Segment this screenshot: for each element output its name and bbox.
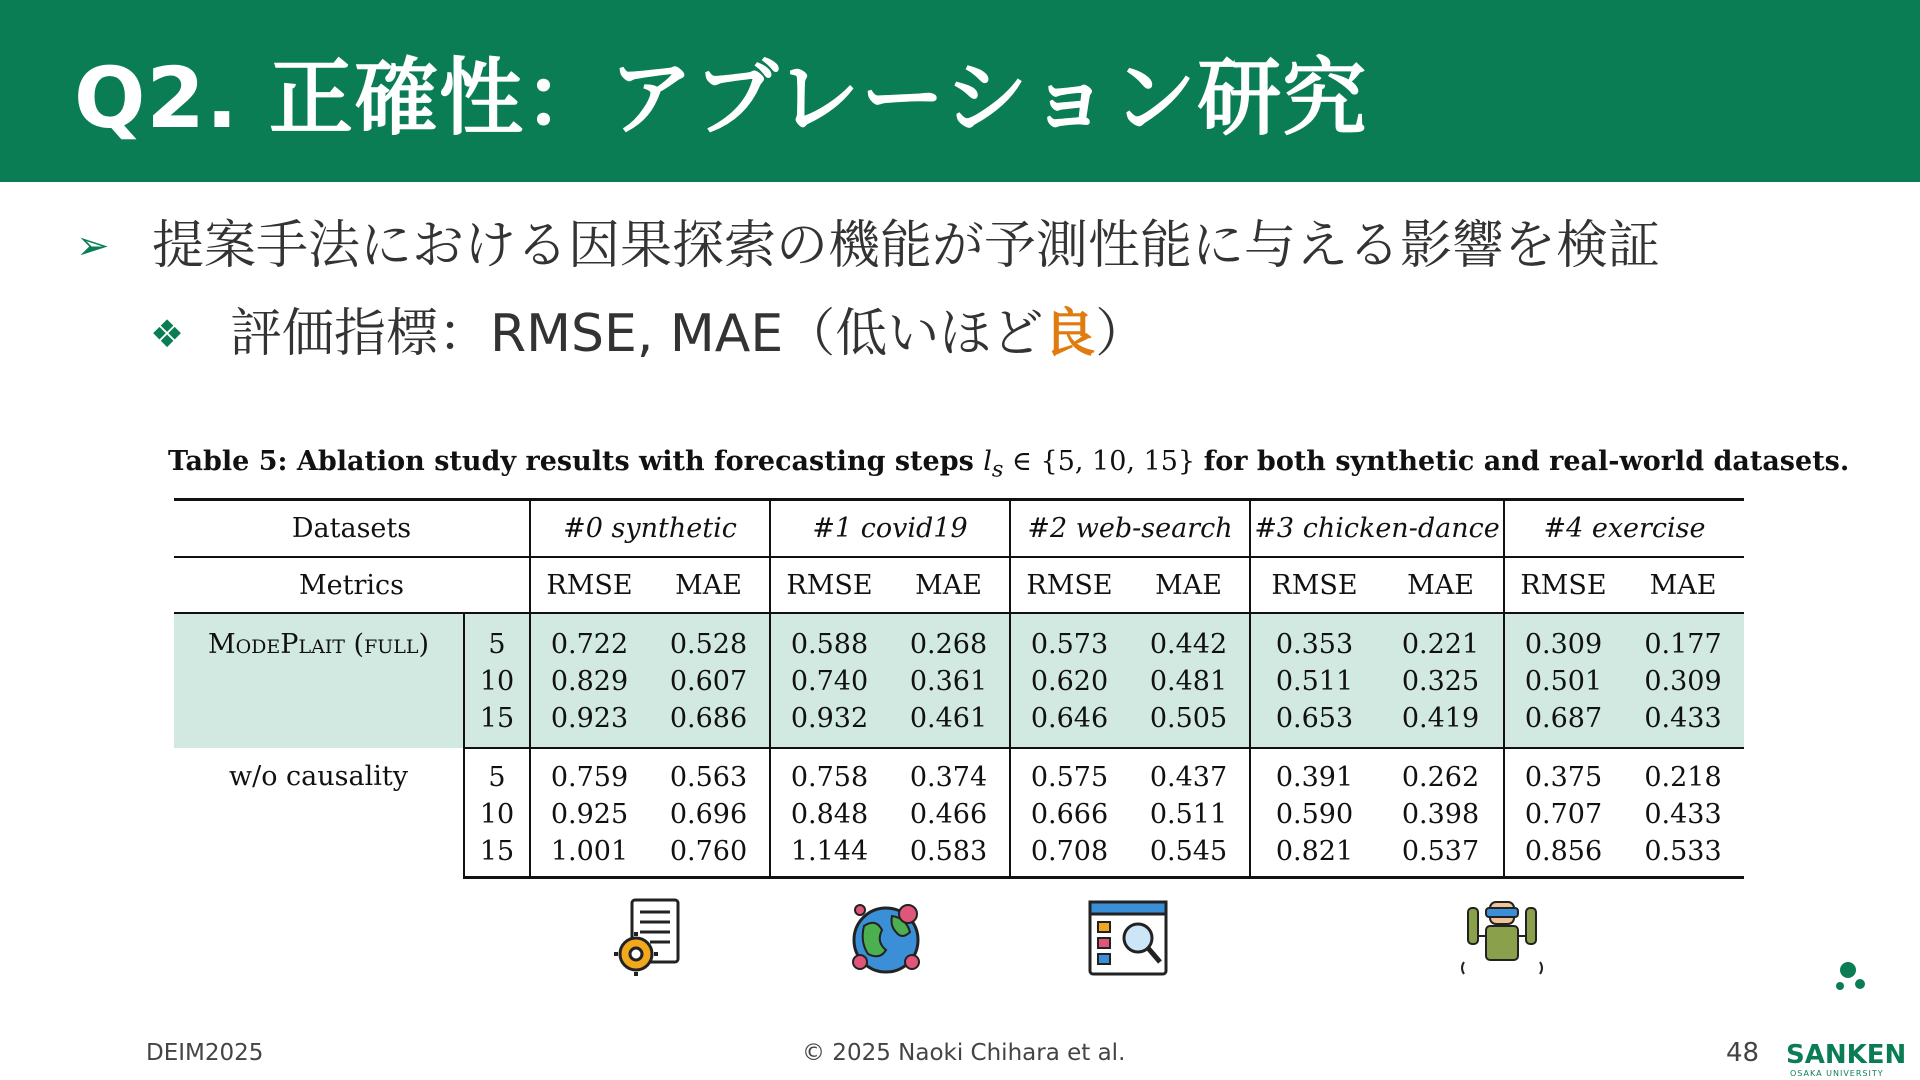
caption-text-a: Table 5: Ablation study results with forecasting steps <box>168 446 984 477</box>
metric-value: 0.696 <box>669 799 748 830</box>
metric-value: 0.829 <box>530 663 648 700</box>
dataset-header: #4 exercise <box>1504 500 1744 558</box>
metric-value: 0.511 <box>1250 663 1378 700</box>
table-row <box>174 748 1744 796</box>
metric-value: 0.419 <box>1378 700 1504 748</box>
method-name: ModePlait (full) <box>174 613 464 748</box>
metric-value: 0.528 <box>648 613 770 663</box>
forecast-step: 5 <box>464 613 530 663</box>
caption-variable: l <box>983 446 992 477</box>
metric-value: 0.309 <box>1622 663 1744 700</box>
metric-value: 0.466 <box>909 799 988 830</box>
metric-value: 0.588 <box>770 613 888 663</box>
metric-value: 0.374 <box>909 762 988 793</box>
bullet-sub-text-prefix: 評価指標：RMSE, MAE（低いほど <box>230 304 1044 364</box>
document-gear-icon <box>606 896 690 980</box>
diamond-bullet-icon: ❖ <box>150 312 185 356</box>
metric-header: MAE <box>1622 557 1744 613</box>
metric-value: 0.398 <box>1401 799 1480 830</box>
metric-value: 0.533 <box>1622 833 1744 878</box>
metric-value: 0.177 <box>1622 613 1744 663</box>
table-caption <box>168 446 1850 483</box>
metric-value: 0.442 <box>1128 613 1250 663</box>
metric-value: 0.545 <box>1128 833 1250 878</box>
metric-value: 0.740 <box>770 663 888 700</box>
metric-value: 0.722 <box>530 613 648 663</box>
caption-subscript: s <box>991 456 1004 483</box>
metric-value: 0.573 <box>1010 613 1128 663</box>
metric-value: 0.501 <box>1504 663 1622 700</box>
metric-value: 0.218 <box>1644 762 1722 793</box>
metric-value: 0.620 <box>1010 663 1128 700</box>
metric-value: 0.856 <box>1504 833 1622 878</box>
metrics-header: Metrics <box>174 557 530 613</box>
header-row-metrics <box>174 557 1744 613</box>
footer-conference: DEIM2025 <box>146 1040 264 1066</box>
metric-value: 0.537 <box>1378 833 1504 878</box>
bullet-sub-text-suffix: ） <box>1095 304 1148 364</box>
bullet-main <box>76 214 1660 278</box>
metric-header: MAE <box>1128 557 1250 613</box>
dataset-header: #3 chicken-dance <box>1250 500 1504 558</box>
vr-dancer-icon <box>1460 896 1544 980</box>
dataset-header: #0 synthetic <box>530 500 770 558</box>
forecast-step: 10 <box>464 663 530 700</box>
bullet-sub-emphasis: 良 <box>1043 304 1096 364</box>
metric-value: 0.646 <box>1010 700 1128 748</box>
page-number: 48 <box>1726 1038 1760 1068</box>
metric-header: MAE <box>648 557 770 613</box>
web-search-icon <box>1086 896 1170 980</box>
arrow-bullet-icon: ➢ <box>76 223 110 269</box>
forecast-step: 10 <box>464 796 530 833</box>
metric-value: 0.687 <box>1504 700 1622 748</box>
metric-value: 0.923 <box>530 700 648 748</box>
metric-value: 0.262 <box>1401 762 1480 793</box>
metric-value: 0.590 <box>1250 796 1378 833</box>
metric-value: 0.375 <box>1504 748 1622 796</box>
metric-value: 0.361 <box>888 663 1010 700</box>
sanken-logo-mark <box>1782 956 1902 1040</box>
metric-value: 0.575 <box>1010 748 1128 796</box>
metric-value: 0.221 <box>1378 613 1504 663</box>
forecast-step: 5 <box>464 748 530 796</box>
metric-value: 0.821 <box>1250 833 1378 878</box>
metric-value: 0.511 <box>1149 799 1228 830</box>
ablation-table <box>174 498 1744 879</box>
footer-copyright: © 2025 Naoki Chihara et al. <box>802 1040 1126 1066</box>
bullet-sub <box>150 302 1147 366</box>
metric-value: 0.268 <box>888 613 1010 663</box>
forecast-step: 15 <box>464 700 530 748</box>
metric-value: 0.759 <box>530 748 648 796</box>
metric-value: 0.437 <box>1149 762 1228 793</box>
metric-value: 0.760 <box>648 833 770 878</box>
logo-wordmark: SANKEN <box>1786 1040 1907 1070</box>
metric-value: 0.653 <box>1250 700 1378 748</box>
metric-value: 0.505 <box>1128 700 1250 748</box>
header-row-datasets <box>174 500 1744 558</box>
metric-value: 0.583 <box>888 833 1010 878</box>
metric-value: 0.353 <box>1250 613 1378 663</box>
metric-value: 0.932 <box>770 700 888 748</box>
metric-value: 0.461 <box>888 700 1010 748</box>
bullet-main-text: 提案手法における因果探索の機能が予測性能に与える影響を検証 <box>152 216 1661 276</box>
sanken-logo <box>1782 956 1907 1078</box>
table-row <box>174 613 1744 663</box>
metric-value: 0.686 <box>648 700 770 748</box>
metric-header: MAE <box>1378 557 1504 613</box>
metric-header: RMSE <box>1250 557 1378 613</box>
dataset-header: #2 web-search <box>1010 500 1250 558</box>
caption-text-b: for both synthetic and real-world datasets. <box>1203 446 1850 477</box>
slide-title: Q2. 正確性：アブレーション研究 <box>74 49 1368 147</box>
metric-value: 1.001 <box>530 833 648 878</box>
metric-value: 0.391 <box>1250 748 1378 796</box>
metric-header: RMSE <box>1504 557 1622 613</box>
title-bar <box>0 0 1920 182</box>
metric-value: 0.309 <box>1504 613 1622 663</box>
metric-value: 0.848 <box>770 796 888 833</box>
metric-value: 0.481 <box>1128 663 1250 700</box>
metric-value: 0.666 <box>1010 796 1128 833</box>
metric-value: 0.607 <box>648 663 770 700</box>
metric-header: MAE <box>888 557 1010 613</box>
globe-virus-icon <box>846 896 930 980</box>
metric-value: 0.563 <box>669 762 748 793</box>
metric-header: RMSE <box>1010 557 1128 613</box>
metric-value: 0.433 <box>1622 700 1744 748</box>
logo-subtitle: OSAKA UNIVERSITY <box>1790 1069 1884 1078</box>
metric-header: RMSE <box>770 557 888 613</box>
metric-header: RMSE <box>530 557 648 613</box>
metric-value: 0.707 <box>1504 796 1622 833</box>
datasets-header: Datasets <box>174 500 530 558</box>
metric-value: 1.144 <box>770 833 888 878</box>
method-name: w/o causality <box>229 761 408 792</box>
metric-value: 0.758 <box>770 748 888 796</box>
forecast-step: 15 <box>464 833 530 878</box>
dataset-header: #1 covid19 <box>770 500 1010 558</box>
caption-set: ∈ {5, 10, 15} <box>1003 446 1204 477</box>
metric-value: 0.708 <box>1010 833 1128 878</box>
metric-value: 0.325 <box>1378 663 1504 700</box>
dataset-icons <box>0 896 1920 986</box>
metric-value: 0.925 <box>530 796 648 833</box>
metric-value: 0.433 <box>1644 799 1722 830</box>
